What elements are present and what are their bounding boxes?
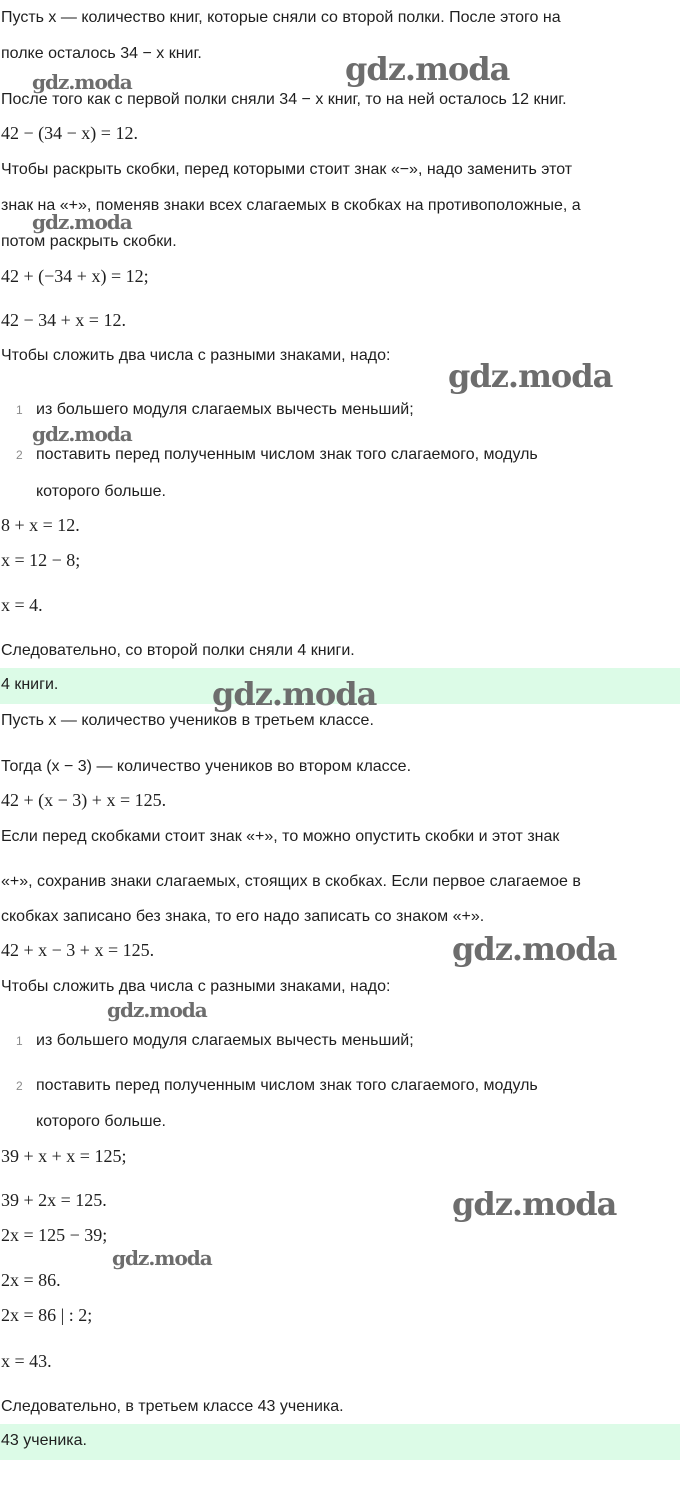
conclusion: Следовательно, со второй полки сняли 4 книги.: [1, 642, 355, 659]
watermark: gdz.moda: [107, 998, 207, 1022]
watermark: gdz.moda: [212, 675, 377, 713]
equation: 42 + (x − 3) + x = 125.: [1, 790, 167, 810]
paragraph-intro: Пусть x — количество книг, которые сняли со второй полки. После этого на: [1, 9, 561, 26]
watermark: gdz.moda: [452, 930, 617, 968]
conclusion: Следовательно, в третьем классе 43 ученика.: [1, 1398, 344, 1415]
equation: 42 − (34 − x) = 12.: [1, 123, 138, 143]
equation: 8 + x = 12.: [1, 515, 80, 535]
rule-heading: Чтобы сложить два числа с разными знаками, надо:: [1, 978, 391, 995]
list-number: 1: [16, 403, 23, 417]
answer-box: [0, 1424, 680, 1460]
equation: 39 + x + x = 125;: [1, 1146, 127, 1166]
watermark: gdz.moda: [32, 70, 132, 94]
paragraph-intro: Пусть x — количество учеников в третьем классе.: [1, 712, 374, 729]
watermark: gdz.moda: [112, 1246, 212, 1270]
rule-text: «+», сохранив знаки слагаемых, стоящих в скобках. Если первое слагаемое в: [1, 873, 581, 890]
watermark: gdz.moda: [32, 422, 132, 446]
list-number: 2: [16, 1079, 23, 1093]
watermark: gdz.moda: [452, 1185, 617, 1223]
rule-text: Если перед скобками стоит знак «+», то можно опустить скобки и этот знак: [1, 828, 560, 845]
equation: 2x = 86 | : 2;: [1, 1305, 93, 1325]
equation: 2x = 125 − 39;: [1, 1225, 108, 1245]
watermark: gdz.moda: [32, 210, 132, 234]
equation: 42 − 34 + x = 12.: [1, 310, 126, 330]
paragraph-second-class: Тогда (x − 3) — количество учеников во втором классе.: [1, 758, 412, 775]
equation: 42 + x − 3 + x = 125.: [1, 940, 155, 960]
equation: x = 43.: [1, 1351, 52, 1371]
list-item-text: поставить перед полученным числом знак того слагаемого, модуль: [36, 1077, 538, 1094]
list-number: 1: [16, 1034, 23, 1048]
paragraph-remaining: полке осталось 34 − x книг.: [1, 45, 202, 62]
list-item-text: которого больше.: [36, 1113, 166, 1130]
equation: 39 + 2x = 125.: [1, 1190, 107, 1210]
watermark: gdz.moda: [448, 357, 613, 395]
rule-text: скобках записано без знака, то его надо записать со знаком «+».: [1, 908, 485, 925]
rule-text: знак на «+», поменяв знаки всех слагаемых в скобках на противоположные, а: [1, 197, 581, 214]
equation: x = 12 − 8;: [1, 550, 81, 570]
list-item-text: из большего модуля слагаемых вычесть меньший;: [36, 1032, 414, 1049]
list-number: 2: [16, 448, 23, 462]
equation: 2x = 86.: [1, 1270, 61, 1290]
equation: 42 + (−34 + x) = 12;: [1, 266, 149, 286]
rule-text: потом раскрыть скобки.: [1, 233, 177, 250]
list-item-text: которого больше.: [36, 483, 166, 500]
list-item-text: поставить перед полученным числом знак того слагаемого, модуль: [36, 446, 538, 463]
rule-heading: Чтобы сложить два числа с разными знаками, надо:: [1, 347, 391, 364]
answer-text: 43 ученика.: [1, 1432, 87, 1449]
watermark: gdz.moda: [345, 50, 510, 88]
answer-text: 4 книги.: [1, 676, 59, 693]
equation: x = 4.: [1, 595, 43, 615]
paragraph-first-shelf: После того как с первой полки сняли 34 − x книг, то на ней осталось 12 книг.: [1, 91, 567, 108]
list-item-text: из большего модуля слагаемых вычесть меньший;: [36, 401, 414, 418]
rule-text: Чтобы раскрыть скобки, перед которыми стоит знак «−», надо заменить этот: [1, 161, 573, 178]
